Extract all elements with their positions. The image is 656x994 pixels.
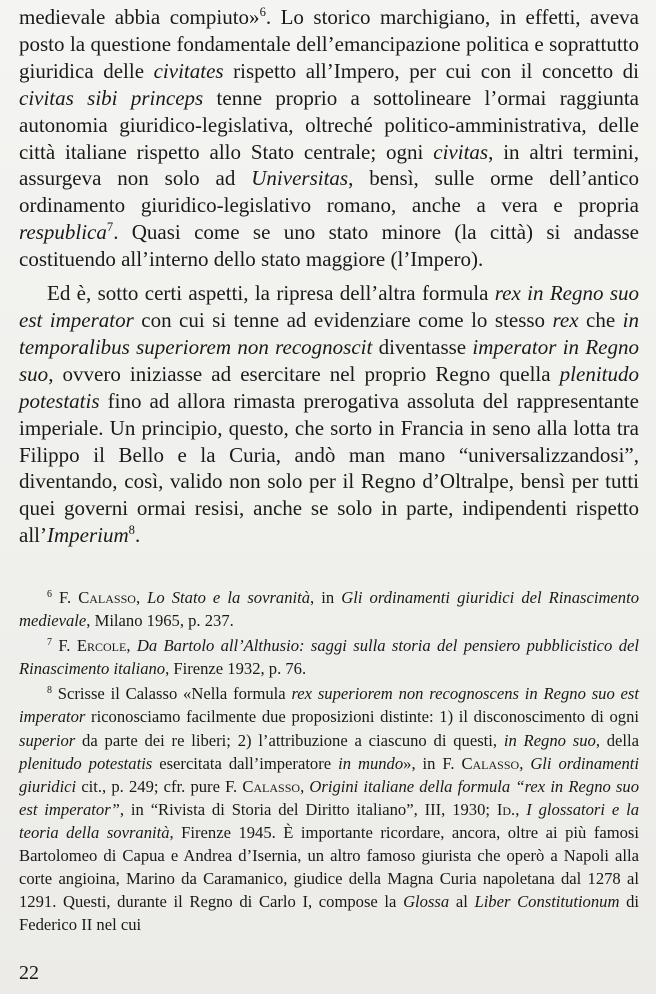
italic-run: in Regno suo bbox=[503, 730, 596, 750]
text-run: , bbox=[300, 776, 310, 796]
footnote-8 bbox=[19, 682, 639, 936]
footnote-7 bbox=[19, 634, 639, 680]
italic-run: Gli ordinamenti giuridici del Rinascimento medievale bbox=[19, 588, 639, 631]
text-run: , bensì, sulle orme dell’antico ordinamento giuridico-legislativo romano, anche a vera e propria bbox=[19, 166, 640, 218]
text-run: con cui si tenne ad evidenziare come lo stesso bbox=[133, 307, 553, 332]
italic-run: Liber Constitutionum bbox=[474, 892, 620, 912]
text-run: al bbox=[449, 892, 475, 912]
text-run: , bbox=[519, 753, 531, 773]
paragraph-1 bbox=[19, 4, 639, 273]
italic-run: rex superiorem non recognoscens in Regno suo est imperator bbox=[19, 684, 639, 727]
text-run: , bbox=[135, 588, 148, 607]
footnote-6 bbox=[19, 586, 639, 632]
text-run: tenne proprio a sottolineare l’ormai raggiunta autonomia giuridico-legislativa, oltreché politico-amministrativa, delle città italiane rispetto allo Stato centrale; ogni bbox=[19, 85, 639, 164]
text-run: di Federico II nel cui bbox=[19, 892, 639, 935]
text-run: , in “Rivista di Storia del Diritto italiano”, III, 1930; bbox=[119, 799, 497, 819]
text-run: rispetto all’Impero, per cui con il concetto di bbox=[223, 58, 639, 83]
text-run: , in bbox=[310, 588, 342, 607]
italic-run: Origini italiane della formula “rex in Regno suo est imperator” bbox=[19, 776, 640, 819]
italic-run: plenitudo potestatis bbox=[19, 361, 639, 413]
footnote-ref-7[interactable]: 7 bbox=[106, 220, 114, 235]
text-run: , in altri termini, assurgeva non solo ad bbox=[19, 139, 639, 191]
text-run: esercitata dall’imperatore bbox=[152, 753, 339, 773]
text-run: riconosciamo facilmente due proposizioni distinte: 1) il disconoscimento di ogni bbox=[85, 707, 639, 727]
footnotes bbox=[19, 586, 639, 936]
italic-run: superior bbox=[19, 730, 76, 750]
italic-run: Glossa bbox=[403, 892, 450, 912]
text-run: , ovvero iniziasse ad esercitare nel proprio Regno quella bbox=[48, 361, 560, 386]
author-name: Id. bbox=[496, 799, 516, 819]
footnote-number: 6 bbox=[47, 588, 52, 600]
italic-run: in mundo bbox=[338, 753, 404, 773]
text-run: cit., p. 249; cfr. pure F. bbox=[76, 776, 243, 796]
text-run: , bbox=[515, 799, 527, 819]
italic-run: respublica bbox=[19, 220, 107, 245]
italic-run: civitas sibi princeps bbox=[19, 85, 204, 110]
text-run: , bbox=[126, 636, 137, 656]
text-run: . Quasi come se uno stato minore (la città) si andasse costituendo all’interno dello stato maggiore (l’Impero). bbox=[19, 220, 639, 272]
page-number: 22 bbox=[19, 962, 39, 984]
italic-run: Lo Stato e la sovranità bbox=[147, 588, 311, 607]
text-run: Scrisse il Calasso «Nella formula bbox=[51, 684, 292, 704]
footnote-ref-8[interactable]: 8 bbox=[128, 523, 135, 538]
text-run: Ed è, sotto certi aspetti, la ripresa dell’altra formula bbox=[47, 281, 495, 306]
italic-run: Imperium bbox=[46, 523, 129, 548]
paragraph-2 bbox=[19, 280, 639, 549]
text-run: F. bbox=[51, 636, 77, 656]
text-run: , Firenze 1945. È importante ricordare, ancora, oltre ai più famosi Bartolomeo di Capua e Andrea d’Isernia, un altro famoso giurista che operò a Napoli alla corte angioina, Marino da Caramanico, giudice della Magna Curia napoletana dal 1278 al 1291. Questi, durante il Regno di Carlo I, compose la bbox=[19, 822, 639, 912]
author-name: Calasso bbox=[461, 753, 520, 773]
italic-run: I glossatori e la teoria della sovranità bbox=[19, 799, 640, 842]
text-run: , della bbox=[595, 730, 640, 750]
main-text bbox=[19, 4, 639, 549]
italic-run: imperator in Regno suo bbox=[19, 334, 640, 386]
italic-run: Universitas bbox=[251, 166, 349, 191]
text-run: . Lo storico marchigiano, in effetti, aveva posto la questione fondamentale dell’emancipazione politica e soprattutto giuridica delle bbox=[19, 5, 639, 83]
author-name: Ercole bbox=[76, 636, 127, 656]
italic-run: Da Bartolo all’Althusio: saggi sulla storia del pensiero pubblicistico del Rinascimento italiano bbox=[19, 636, 640, 679]
footnote-number: 7 bbox=[47, 637, 52, 649]
text-run: , Firenze 1932, p. 76. bbox=[165, 659, 307, 679]
italic-run: civitas bbox=[433, 139, 489, 164]
text-run: fino ad allora rimasta prerogativa assoluta del rappresentante imperiale. Un principio, questo, che sorto in Francia in seno alla lotta tra Filippo il Bello e la Curia, andò man mano “universalizzandosi”, diventando, così, valido non solo per il Regno d’Oltralpe, bensì per tutti quei governi ormai resisi, anche se solo in parte, indipendenti rispetto all’ bbox=[19, 388, 639, 548]
footnote-number: 8 bbox=[47, 685, 52, 697]
italic-run: rex in Regno suo est imperator bbox=[19, 281, 639, 332]
author-name: Calasso bbox=[78, 588, 136, 607]
italic-run: in temporalibus superiorem non recognoscit bbox=[19, 307, 639, 359]
italic-run: Gli ordinamenti giuridici bbox=[19, 753, 640, 796]
footnote-ref-6[interactable]: 6 bbox=[259, 5, 266, 20]
text-run: che bbox=[578, 307, 623, 332]
text-run: da parte dei re liberi; 2) l’attribuzione a ciascuno di questi, bbox=[75, 730, 504, 750]
text-run: , Milano 1965, p. 237. bbox=[86, 611, 234, 631]
italic-run: rex bbox=[552, 307, 579, 332]
text-run: F. bbox=[51, 588, 79, 607]
italic-run: civitates bbox=[153, 58, 224, 83]
text-run: medievale abbia compiuto» bbox=[19, 5, 260, 29]
italic-run: plenitudo potestatis bbox=[19, 753, 153, 773]
text-run: », in F. bbox=[403, 753, 462, 773]
text-run: . bbox=[134, 523, 141, 548]
text-run: diventasse bbox=[372, 334, 473, 359]
author-name: Calasso bbox=[242, 776, 301, 796]
